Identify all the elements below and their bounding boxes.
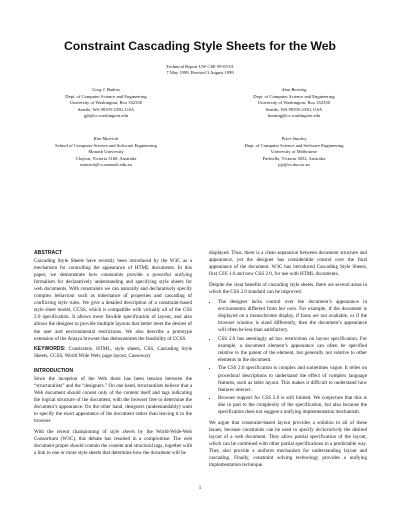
keywords: [34, 346, 192, 360]
author-email: borning@cs.washington.edu: [267, 113, 321, 119]
author-email: marriott@cs.monash.edu.au: [80, 162, 132, 168]
author-email: gjb@cs.washington.edu: [83, 113, 129, 119]
list-item: • CSS 2.0 has seemingly ad hoc restrictions on layout specification. For example, a document element’s appearance can often be specified relative to the parent of the element, but generally not relative to other elements in the document.: [218, 336, 367, 364]
body-paragraph: We argue that constraint-based layout provides a solution to all of these issues, because constraints can be used to specify declaratively the desired layout of a web document. They allow partial specification of the layout, which can be combined with other partial specifications in a predictable way. They also provide a uniform mechanism for understanding layout and cascading. Finally, constraint solving technology provides a unifying implementation technique.: [209, 419, 367, 468]
body-paragraph: Despite the clear benefits of cascading style sheets, there are several areas in which the CSS 2.0 standard can be improved.: [209, 281, 367, 295]
report-number: Technical Report UW CSE 99-05-01: [166, 64, 234, 69]
author-name: Kim Marriott: [93, 136, 119, 141]
author-address: University of Washington, Box 352350: [257, 100, 331, 106]
body-paragraph: displayed. Thus, there is a clean separation between document structure and appearance, yet the designer has considerable control over the final appearance of the document. W3C has introduced Cascading Style Sheets, first CSS 1.0 and now CSS 2.0, for use with HTML documents.: [209, 250, 367, 278]
intro-paragraph: Since the inception of the Web there has been tension between the “structuralists” and the “designers.” On one hand, structuralists believe that a Web document should consist only of the content itself and tags indicating the logical structure of the document, with the browser free to determine the document’s appearance. On the other hand, designers (understandably) want to specify the exact appearance of the document rather than leaving it to the browser.: [34, 376, 192, 425]
left-column: [34, 250, 192, 460]
author-block: [214, 87, 374, 120]
abstract-heading: ABSTRACT: [34, 250, 63, 256]
author-address: University of Washington, Box 352350: [69, 100, 143, 106]
author-name: Alan Borning: [281, 87, 307, 92]
right-column: [209, 250, 367, 472]
introduction-heading: INTRODUCTION: [34, 368, 74, 375]
list-item: • The designer lacks control over the document’s appearance in environments different from her own. For example, if the document is displayed on a monochrome display, if fonts are not available, or if the browser window is sized differently, then the document’s appearance will often be less than satisfactory.: [218, 299, 367, 334]
list-item: • Browser support for CSS 2.0 is still limited. We conjecture that this is due in part to the complexity of the specification, but also because the specification does not suggest a unifying implementation mechanism.: [218, 395, 367, 416]
author-city: Seattle, WA 98195-2350, USA: [265, 106, 323, 112]
author-name: Peter Stuckey: [281, 136, 307, 141]
author-city: Parkville, Victoria 3052, Australia: [262, 155, 326, 161]
paper-title: Constraint Cascading Style Sheets for the Web: [63, 39, 337, 53]
author-name: Greg J. Badros: [92, 87, 120, 92]
author-email: pjs@cs.mu.oz.au: [278, 162, 310, 168]
author-block: [202, 136, 386, 169]
keywords-text: Constraints, HTML, style sheets, CSS, Cascading Style Sheets, CCSS, World Wide Web, page layout, Cassowary: [34, 346, 192, 360]
author-city: Clayton, Victoria 3168, Australia: [75, 155, 137, 161]
author-address: University of Melbourne: [271, 149, 317, 155]
author-affiliation: Dept. of Computer Science and Software Engineering: [244, 142, 344, 148]
keywords-label: KEYWORDS:: [34, 346, 66, 352]
author-affiliation: Dept. of Computer Science and Engineering: [65, 93, 147, 99]
report-info: [0, 64, 400, 76]
issue-list: [209, 299, 367, 416]
abstract-text: Cascading Style Sheets have recently been introduced by the W3C as a mechanism for controlling the appearance of HTML documents. In this paper, we demonstrate how constraints provide a powerful unifying formalism for declaratively understanding and specifying style sheets for web documents. With constraints we can naturally and declaratively specify complex behaviour such as inheritance of properties and cascading of conflicting style rules. We give a detailed description of a constraint-based style sheet model, CCSS, which is compatible with virtually all of the CSS 2.0 specification. It allows more flexible specification of layout, and also allows the designer to provide multiple layouts that better meet the desires of the user and environmental restrictions. We also describe a prototype extension of the Amaya browser that demonstrates the feasibility of CCSS.: [34, 258, 192, 342]
report-date: 7 May 1999, Revised 3 August 1999: [166, 70, 234, 75]
list-item: • The CSS 2.0 specification is complex and sometimes vague. It relies on procedural descriptions to understand the effect of complex language features, such as table layout. This makes it difficult to understand how features interact.: [218, 365, 367, 393]
page-number: 1: [198, 486, 202, 491]
intro-paragraph: With the recent championing of style sheets by the World-Wide-Web Consortium (W3C), this debate has resulted in a compromise. The web document proper should contain the content and structural tags, together with a link to one or more style sheets that determine how the document will be: [34, 428, 192, 456]
author-affiliation: School of Computer Science and Software Engineering: [55, 142, 157, 148]
author-affiliation: Dept. of Computer Science and Engineering: [253, 93, 335, 99]
author-address: Monash University: [88, 149, 124, 155]
author-block: [26, 87, 186, 120]
author-city: Seattle, WA 98195-2350, USA: [77, 106, 135, 112]
author-block: [14, 136, 198, 169]
